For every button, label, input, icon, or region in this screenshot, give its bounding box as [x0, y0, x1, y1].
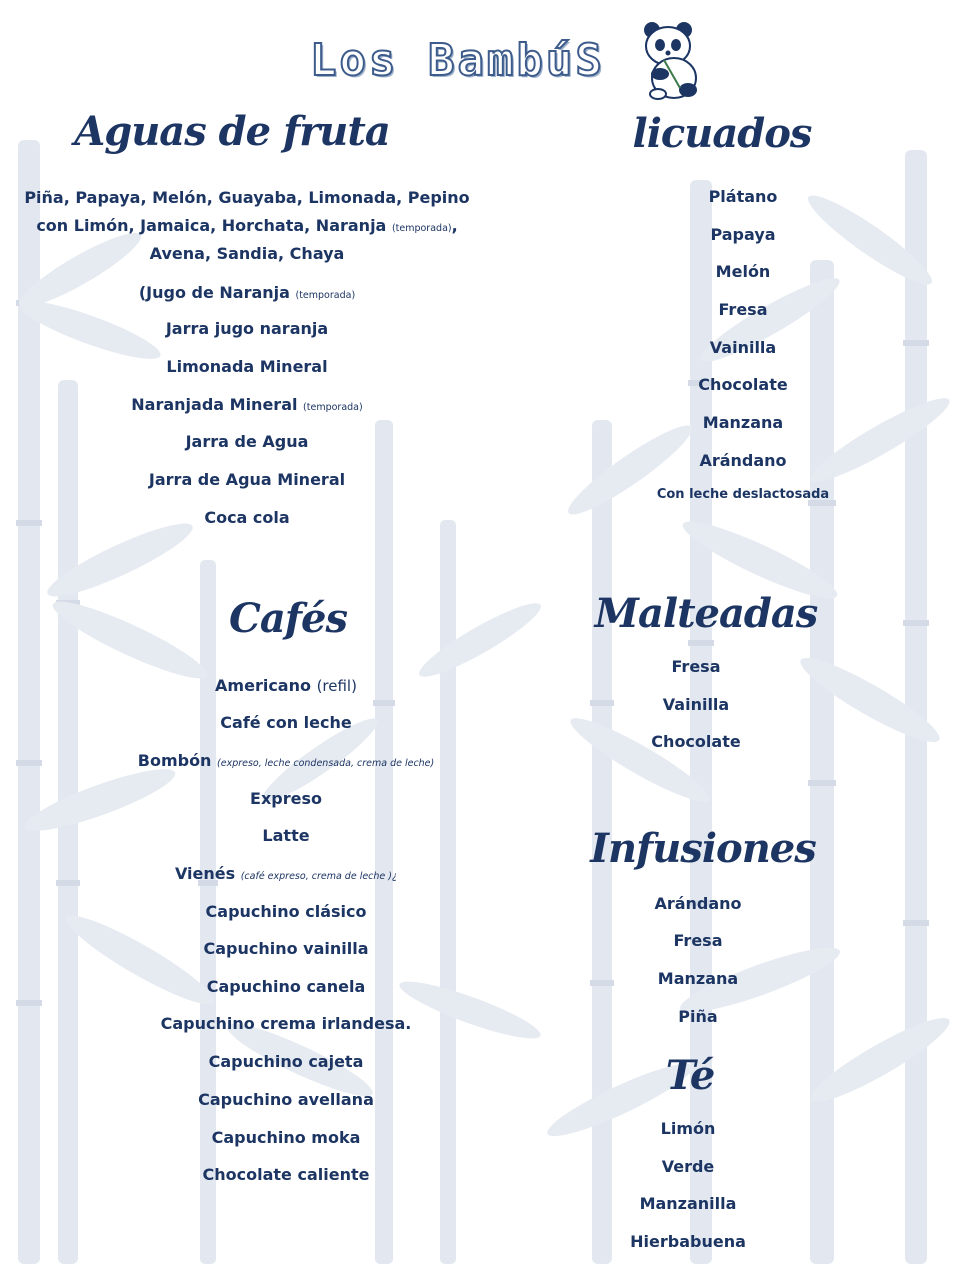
aguas-jarra-agua: Jarra de Agua	[185, 432, 309, 451]
aguas-limonada-mineral: Limonada Mineral	[166, 357, 328, 376]
cafes-viens: Vienés (café expreso, crema de leche )¿	[174, 864, 398, 883]
panda-icon	[640, 20, 702, 100]
infusiones-item: Manzana	[657, 969, 739, 988]
te-item: Hierbabuena	[630, 1232, 746, 1251]
malteadas-item: Fresa	[671, 657, 721, 676]
cafes-cafe-leche: Café con leche	[220, 713, 352, 732]
licuados-item: Plátano	[708, 187, 778, 206]
infusiones-item: Fresa	[673, 931, 723, 950]
aguas-coca: Coca cola	[204, 508, 290, 527]
cafes-title: Cafés	[229, 595, 347, 642]
cafes-item: Capuchino crema irlandesa.	[160, 1014, 412, 1033]
licuados-item: Arándano	[699, 451, 787, 470]
infusiones-item: Piña	[678, 1007, 718, 1026]
cafes-item: Capuchino vainilla	[203, 939, 369, 958]
infusiones-item: Arándano	[654, 894, 742, 913]
logo-text: Los BambúS	[310, 35, 605, 86]
licuados-note: Con leche deslactosada	[656, 487, 830, 502]
te-item: Manzanilla	[639, 1194, 737, 1213]
cafes-bombon: Bombón (expreso, leche condensada, crema de leche)	[137, 751, 435, 770]
cafes-item: Capuchino canela	[206, 977, 366, 996]
malteadas-title: Malteadas	[594, 590, 818, 637]
cafes-expreso: Expreso	[250, 789, 322, 808]
licuados-item: Manzana	[702, 413, 784, 432]
cafes-americano: Americano (refil)	[215, 676, 357, 695]
cafes-item: Capuchino clásico	[205, 902, 367, 921]
aguas-line-3: Avena, Sandia, Chaya	[149, 244, 345, 263]
aguas-naranjada: Naranjada Mineral (temporada)	[131, 395, 363, 414]
licuados-item: Melón	[715, 262, 771, 281]
te-item: Limón	[660, 1119, 716, 1138]
infusiones-title: Infusiones	[590, 825, 816, 872]
aguas-title: Aguas de fruta	[74, 108, 390, 155]
te-item: Verde	[661, 1157, 715, 1176]
aguas-line-1: Piña, Papaya, Melón, Guayaba, Limonada, Pepino	[24, 188, 470, 207]
cafes-item: Capuchino cajeta	[208, 1052, 364, 1071]
te-title: Té	[665, 1052, 715, 1099]
logo	[310, 20, 710, 100]
aguas-line-2: con Limón, Jamaica, Horchata, Naranja (temporada),	[36, 216, 458, 235]
aguas-jarra-jugo: Jarra jugo naranja	[165, 319, 329, 338]
malteadas-item: Chocolate	[651, 732, 741, 751]
cafes-latte: Latte	[262, 826, 310, 845]
cafes-item: Chocolate caliente	[202, 1165, 370, 1184]
licuados-item: Fresa	[718, 300, 768, 319]
licuados-item: Vainilla	[709, 338, 777, 357]
aguas-jarra-mineral: Jarra de Agua Mineral	[148, 470, 346, 489]
aguas-jugo: (Jugo de Naranja (temporada)	[138, 283, 356, 302]
licuados-title: licuados	[632, 110, 812, 157]
licuados-item: Chocolate	[698, 375, 788, 394]
licuados-item: Papaya	[710, 225, 776, 244]
cafes-item: Capuchino avellana	[198, 1090, 374, 1109]
cafes-item: Capuchino moka	[211, 1128, 361, 1147]
malteadas-item: Vainilla	[662, 695, 730, 714]
